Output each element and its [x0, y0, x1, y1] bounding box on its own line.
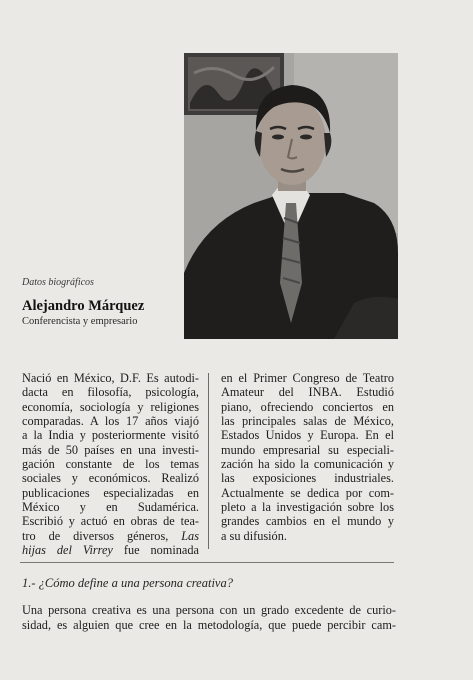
text-line: mundo empresarial su especiali-	[221, 442, 394, 457]
text-line: publicaciones especializadas en	[22, 485, 199, 500]
portrait-illustration	[184, 53, 398, 339]
text-line: Actualmente se dedica por com-	[221, 485, 394, 500]
bio-section-label: Datos biográficos	[22, 277, 94, 288]
text-fragment: fue nominada	[112, 543, 199, 558]
work-title-fragment: hijas del Virrey	[22, 543, 113, 558]
text-line: economía, sociología y religiones	[22, 399, 199, 414]
author-role: Conferencista y empresario	[22, 316, 138, 327]
text-line: las exposiciones industriales.	[221, 471, 394, 486]
text-line: Escribió y actuó en obras de tea-	[22, 514, 199, 529]
text-line: pleto a la investigación sobre los	[221, 500, 394, 515]
bio-column-left	[22, 371, 199, 557]
section-rule	[20, 562, 394, 563]
text-line: zación ha sido la comunicación y	[221, 457, 394, 472]
text-line-with-title	[22, 543, 199, 557]
answer-paragraph	[22, 603, 396, 633]
text-line: a su difusión.	[221, 528, 287, 543]
text-line: México y en Sudamérica.	[22, 500, 199, 515]
portrait-photo	[184, 53, 398, 339]
text-line: gación constante de los temas	[22, 457, 199, 472]
question-heading: 1.- ¿Cómo define a una persona creativa?	[22, 576, 233, 590]
text-line: las principales salas de México,	[221, 414, 394, 429]
text-line: Estados Unidos y Europa. En el	[221, 428, 394, 443]
bio-column-right	[221, 371, 394, 543]
text-line: sidad, es alguien que cree en la metodología, que puede percibir cam-	[22, 618, 396, 632]
text-line: grandes cambios en el mundo y	[221, 514, 394, 529]
text-line: Una persona creativa es una persona con un grado excedente de curio-	[22, 603, 396, 617]
work-title-fragment: Las	[181, 528, 199, 543]
text-line: comparadas. A los 17 años viajó	[22, 414, 199, 429]
text-fragment: tro de diversos géneros,	[22, 528, 182, 543]
text-line: sociales y económicos. Realizó	[22, 471, 199, 486]
text-line: dacta en filosofía, psicología,	[22, 385, 199, 400]
text-line: en el Primer Congreso de Teatro	[221, 371, 394, 385]
column-divider	[208, 373, 209, 549]
text-line: Amateur del INBA. Estudió	[221, 385, 394, 400]
text-line-with-title	[22, 529, 199, 543]
text-line: Nació en México, D.F. Es autodi-	[22, 371, 199, 385]
text-line: más de 50 países en una investi-	[22, 442, 199, 457]
author-name: Alejandro Márquez	[22, 298, 145, 314]
text-line: a la India y posteriormente visitó	[22, 428, 199, 443]
text-line: piano, ofreciendo conciertos en	[221, 399, 394, 414]
